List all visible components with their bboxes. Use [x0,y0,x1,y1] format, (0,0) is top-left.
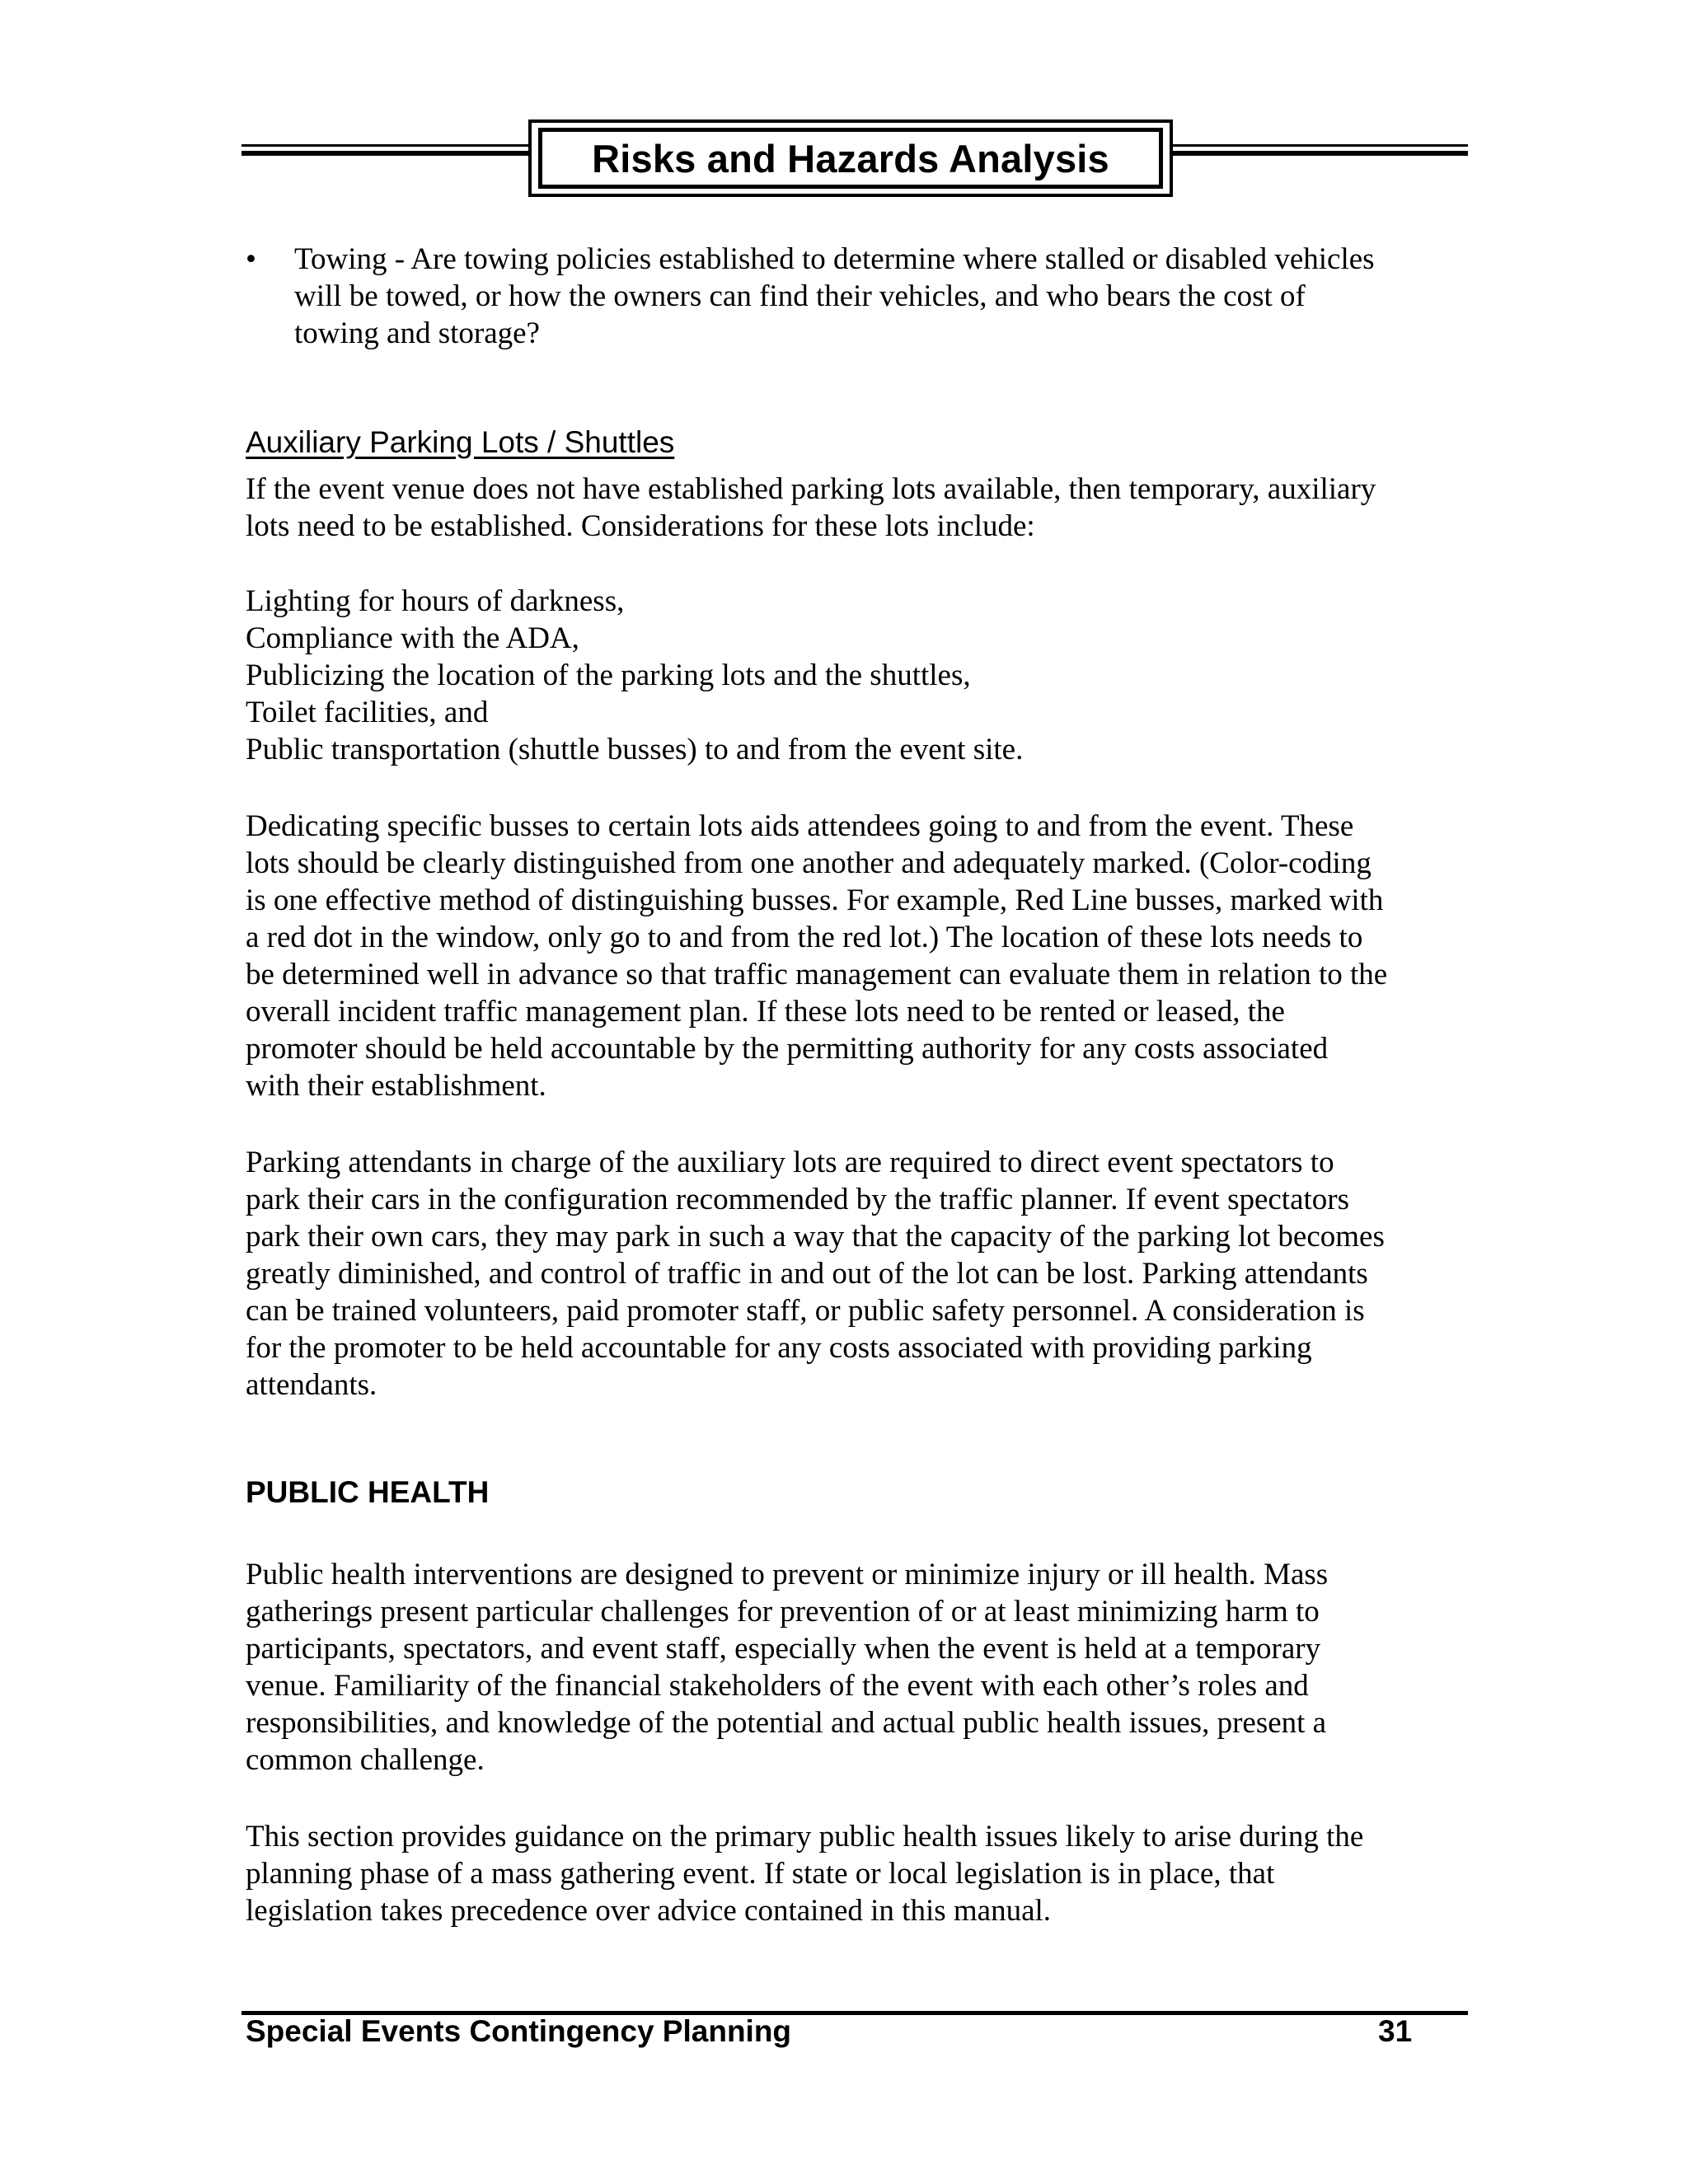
text-line: park their own cars, they may park in such a way that the capacity of the parking lot becomes [246,1220,1385,1254]
text-line: greatly diminished, and control of traffic in and out of the lot can be lost. Parking attendants [246,1257,1368,1291]
header-rule-left-top [241,144,528,147]
text-line: can be trained volunteers, paid promoter staff, or public safety personnel. A consideration is [246,1294,1365,1328]
attendants-paragraph [246,1144,1385,1404]
public-health-paragraph-1 [246,1556,1328,1779]
text-line: lots need to be established. Considerations for these lots include: [246,509,1035,543]
text-line: Public health interventions are designed to prevent or minimize injury or ill health. Mass [246,1558,1329,1591]
text-line: for the promoter to be held accountable for any costs associated with providing parking [246,1331,1312,1365]
text-line: responsibilities, and knowledge of the potential and actual public health issues, present a [246,1706,1327,1740]
bullet-symbol: • [246,242,256,276]
list-item: Publicizing the location of the parking lots and the shuttles, [246,658,971,692]
text-line: planning phase of a mass gathering event. If state or local legislation is in place, that [246,1857,1275,1891]
text-line: promoter should be held accountable by the permitting authority for any costs associated [246,1032,1329,1066]
considerations-list [246,583,1023,768]
public-health-paragraph-2 [246,1818,1363,1929]
parking-subheading: Auxiliary Parking Lots / Shuttles [246,425,675,459]
list-item: Compliance with the ADA, [246,621,579,655]
header-box [538,128,1163,189]
text-line: with their establishment. [246,1069,546,1103]
header-rule-right-bottom [1173,151,1468,156]
footer-title: Special Events Contingency Planning [246,2014,792,2048]
page-number: 31 [1378,2014,1413,2048]
list-item: Public transportation (shuttle busses) to and from the event site. [246,733,1024,766]
public-health-heading: PUBLIC HEALTH [246,1475,490,1509]
page-title: Risks and Hazards Analysis [592,136,1109,180]
text-line: will be towed, or how the owners can find their vehicles, and who bears the cost of [294,279,1306,313]
text-line: legislation takes precedence over advice contained in this manual. [246,1894,1052,1928]
text-line: participants, spectators, and event staff, especially when the event is held at a temporary [246,1632,1321,1666]
text-line: towing and storage? [294,316,540,350]
text-line: lots should be clearly distinguished from one another and adequately marked. (Color-coding [246,846,1372,880]
text-line: venue. Familiarity of the financial stakeholders of the event with each other’s roles and [246,1669,1309,1703]
text-line: This section provides guidance on the primary public health issues likely to arise during the [246,1820,1364,1854]
text-line: a red dot in the window, only go to and from the red lot.) The location of these lots needs to [246,921,1363,954]
header-rule-left-bottom [241,151,528,156]
text-line: park their cars in the configuration recommended by the traffic planner. If event spectators [246,1183,1350,1216]
text-line: common challenge. [246,1743,485,1777]
list-item: Toilet facilities, and [246,696,489,729]
list-item: Lighting for hours of darkness, [246,584,625,618]
text-line: is one effective method of distinguishing busses. For example, Red Line busses, marked with [246,883,1384,917]
text-line: overall incident traffic management plan. If these lots need to be rented or leased, the [246,995,1285,1029]
text-line: Dedicating specific busses to certain lots aids attendees going to and from the event. These [246,809,1354,843]
text-line: gatherings present particular challenges for prevention of or at least minimizing harm to [246,1595,1320,1629]
busses-paragraph [246,808,1387,1104]
text-line: Parking attendants in charge of the auxiliary lots are required to direct event spectators to [246,1146,1334,1179]
text-line: be determined well in advance so that traffic management can evaluate them in relation to the [246,958,1388,991]
text-line: Towing - Are towing policies established to determine where stalled or disabled vehicles [294,242,1375,276]
text-line: If the event venue does not have established parking lots available, then temporary, auxiliary [246,472,1376,506]
parking-intro-paragraph [246,471,1376,545]
text-line: attendants. [246,1368,377,1402]
header-rule-right-top [1173,144,1468,147]
towing-bullet-text [294,241,1375,352]
